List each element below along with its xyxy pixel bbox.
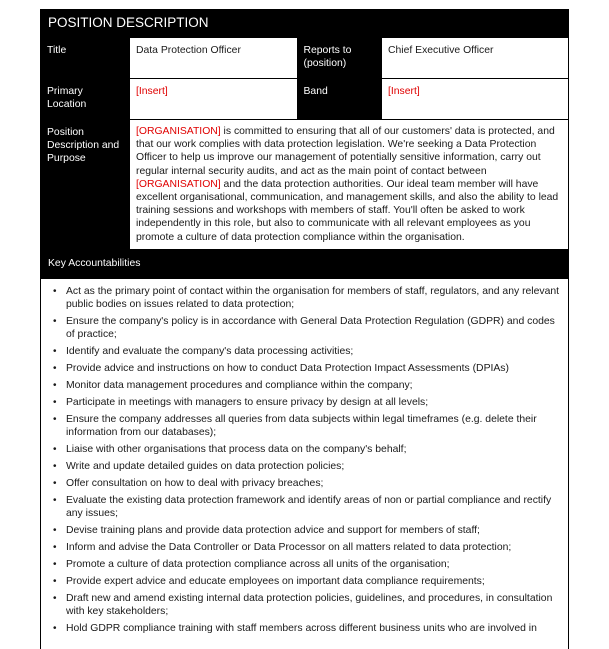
- list-item-text: Evaluate the existing data protection framework and identify areas of non or partial compliance and rectify any issues;: [66, 494, 552, 519]
- list-item-text: Inform and advise the Data Controller or Data Processor on all matters related to data protection;: [66, 541, 512, 553]
- accountabilities-list: [41, 279, 568, 635]
- location-row: [41, 79, 568, 120]
- list-item-text: Hold GDPR compliance training with staff members across different business units who are involved in: [66, 622, 537, 634]
- bullet-icon: •: [53, 443, 57, 455]
- band-label: Band: [297, 79, 382, 120]
- list-item-text: Liaise with other organisations that process data on the company's behalf;: [66, 443, 407, 455]
- bullet-icon: •: [53, 315, 57, 327]
- list-item: [53, 460, 560, 473]
- bullet-icon: •: [53, 494, 57, 506]
- band-value: [382, 79, 568, 120]
- list-item: [53, 443, 560, 456]
- list-item: [53, 315, 560, 341]
- bullet-icon: •: [53, 396, 57, 408]
- bullet-icon: •: [53, 524, 57, 536]
- list-item: [53, 622, 560, 635]
- list-item: [53, 477, 560, 490]
- list-item: [53, 285, 560, 311]
- bullet-icon: •: [53, 345, 57, 357]
- bullet-icon: •: [53, 541, 57, 553]
- bullet-icon: •: [53, 460, 57, 472]
- bullet-icon: •: [53, 575, 57, 587]
- bullet-icon: •: [53, 362, 57, 374]
- list-item-text: Devise training plans and provide data protection advice and support for members of staff;: [66, 524, 480, 536]
- primary-location-value: [130, 79, 297, 120]
- reports-to-label: Reports to (position): [297, 38, 382, 79]
- list-item-text: Identify and evaluate the company's data processing activities;: [66, 345, 354, 357]
- bullet-icon: •: [53, 622, 57, 634]
- location-insert-placeholder: [Insert]: [136, 86, 168, 97]
- position-description-document: [40, 9, 569, 649]
- bullet-icon: •: [53, 558, 57, 570]
- list-item-text: Ensure the company addresses all queries from data subjects within legal timeframes (e.g. delete their information from our databases);: [66, 413, 537, 438]
- title-row: [41, 38, 568, 79]
- list-item: [53, 592, 560, 618]
- purpose-row: [41, 120, 568, 250]
- list-item-text: Monitor data management procedures and compliance within the company;: [66, 379, 413, 391]
- list-item: [53, 396, 560, 409]
- list-item: [53, 379, 560, 392]
- key-accountabilities-heading: Key Accountabilities: [41, 250, 568, 279]
- primary-location-label: Primary Location: [41, 79, 130, 120]
- list-item-text: Provide advice and instructions on how to conduct Data Protection Impact Assessments (DPIAs): [66, 362, 509, 374]
- list-item-text: Participate in meetings with managers to ensure privacy by design at all levels;: [66, 396, 429, 408]
- list-item: [53, 558, 560, 571]
- list-item: [53, 541, 560, 554]
- bullet-icon: •: [53, 413, 57, 425]
- band-insert-placeholder: [Insert]: [388, 86, 420, 97]
- list-item-text: Provide expert advice and educate employees on important data compliance requirements;: [66, 575, 485, 587]
- list-item-text: Promote a culture of data protection compliance across all units of the organisation;: [66, 558, 450, 570]
- reports-to-value: Chief Executive Officer: [382, 38, 568, 79]
- list-item-text: Act as the primary point of contact within the organisation for members of staff, regulators, and any relevant public bodies on issues related to data protection;: [66, 285, 560, 310]
- purpose-label: Position Description and Purpose: [41, 120, 130, 250]
- bullet-icon: •: [53, 592, 57, 604]
- list-item: [53, 524, 560, 537]
- list-item: [53, 413, 560, 439]
- bullet-icon: •: [53, 477, 57, 489]
- purpose-text-part-1: is committed to ensuring that all of our customers' data is protected, and that our work complies with data protection legislation. We're seeking a Data Protection Officer to help us improve our management of potentially sensitive information, carry out regular internal security audits, and act as the main point of contact between: [136, 126, 555, 177]
- list-item-text: Ensure the company's policy is in accordance with General Data Protection Regulation (GDPR) and codes of practice;: [66, 315, 555, 340]
- list-item-text: Draft new and amend existing internal data protection policies, guidelines, and procedures, in consultation with key stakeholders;: [66, 592, 553, 617]
- bullet-icon: •: [53, 379, 57, 391]
- bullet-icon: •: [53, 285, 57, 297]
- list-item: [53, 362, 560, 375]
- organisation-placeholder: [ORGANISATION]: [136, 178, 221, 190]
- title-label: Title: [41, 38, 130, 79]
- list-item-text: Offer consultation on how to deal with privacy breaches;: [66, 477, 324, 489]
- list-item: [53, 345, 560, 358]
- purpose-text: [130, 120, 568, 250]
- organisation-placeholder: [ORGANISATION]: [136, 126, 221, 137]
- purpose-text-part-2: and the data protection authorities. Our ideal team member will have excellent organisational, communication, and management skills, and also the ability to lead training sessions and workshops with members of staff. You'll often be asked to work independently in this role, but also to communicate with all relevant employees as you promote a culture of data protection compliance within the organisation.: [136, 178, 559, 243]
- title-value: Data Protection Officer: [130, 38, 297, 79]
- list-item-text: Write and update detailed guides on data protection policies;: [66, 460, 345, 472]
- position-info-table: [41, 38, 568, 250]
- list-item: [53, 494, 560, 520]
- page-title: POSITION DESCRIPTION: [41, 9, 568, 38]
- list-item: [53, 575, 560, 588]
